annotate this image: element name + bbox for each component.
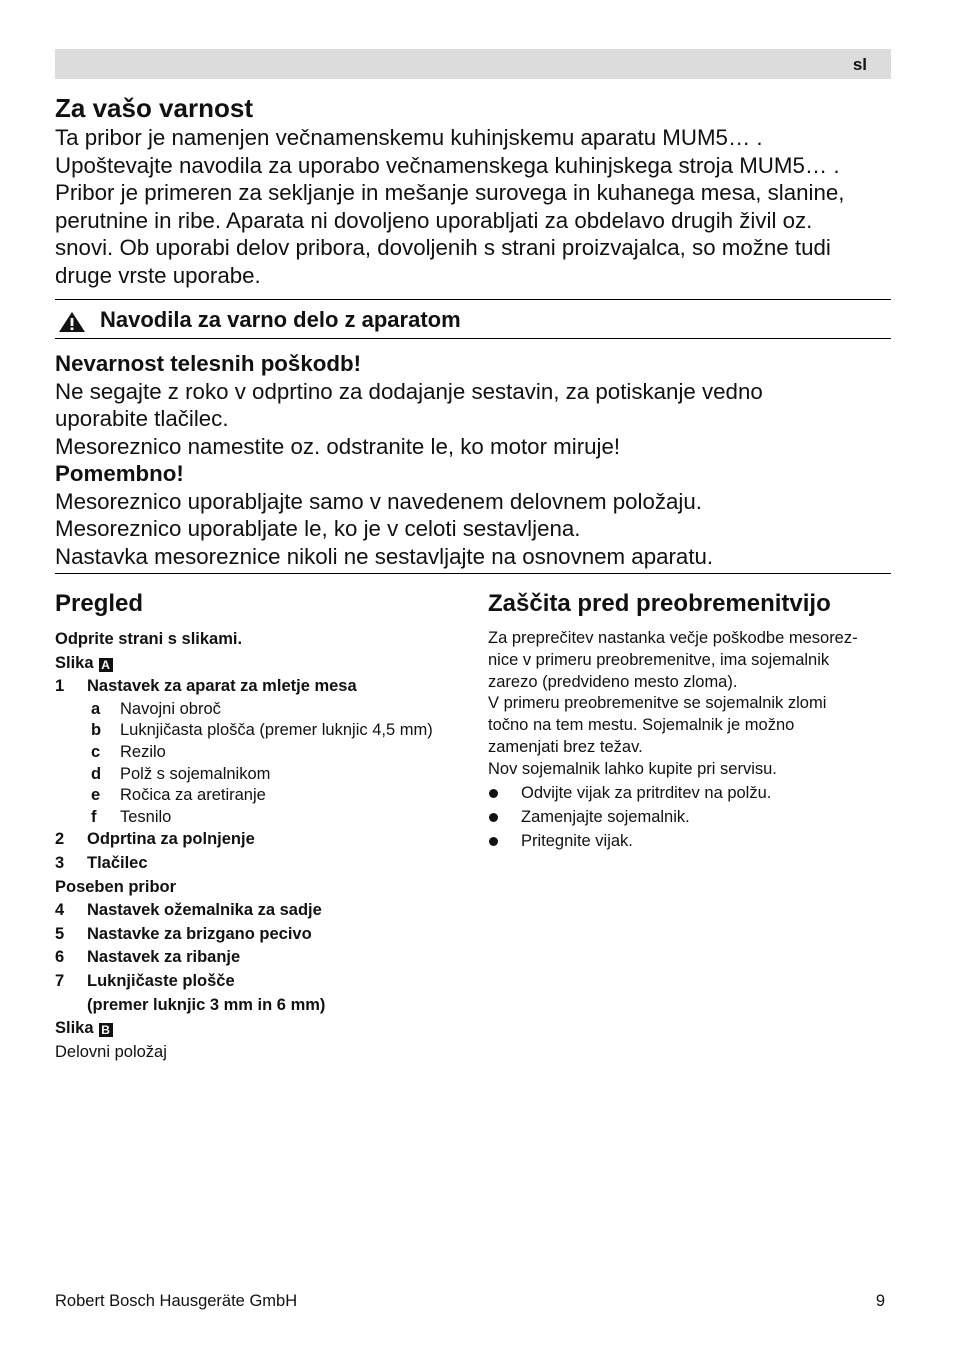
warning-header bbox=[55, 299, 891, 339]
important-line: Nastavka mesoreznice nikoli ne sestavljajte na osnovnem aparatu. bbox=[55, 543, 714, 569]
list-item bbox=[55, 970, 465, 994]
sub-item bbox=[55, 807, 465, 829]
figure-a-badge: A bbox=[99, 658, 113, 672]
figure-label-text: Slika bbox=[55, 653, 94, 672]
bullet-item bbox=[488, 805, 898, 829]
safety-title: Za vašo varnost bbox=[55, 93, 253, 123]
list-item bbox=[55, 899, 465, 923]
section-divider bbox=[55, 573, 891, 574]
sub-item bbox=[55, 742, 465, 764]
danger-section bbox=[55, 350, 891, 570]
list-item bbox=[55, 852, 465, 876]
item-number: 4 bbox=[55, 901, 65, 920]
item-number: 2 bbox=[55, 830, 65, 849]
sub-item-letter: c bbox=[91, 742, 101, 761]
open-pages-note: Odprite strani s slikami. bbox=[55, 630, 243, 648]
item-number: 5 bbox=[55, 924, 65, 943]
safety-line: perutnine in ribe. Aparata ni dovoljeno uporabljati za obdelavo drugih živil oz. bbox=[55, 207, 813, 233]
sub-item-label: Luknjičasta plošča (premer luknjic 4,5 mm) bbox=[120, 721, 433, 740]
overload-line: nice v primeru preobremenitve, ima sojemalnik bbox=[488, 650, 830, 669]
important-heading: Pomembno! bbox=[55, 461, 184, 486]
safety-text bbox=[55, 124, 891, 289]
danger-line: Mesoreznico namestite oz. odstranite le, ko motor miruje! bbox=[55, 433, 621, 459]
list-item bbox=[55, 923, 465, 947]
overload-line: Za preprečitev nastanka večje poškodbe mesorez- bbox=[488, 629, 858, 647]
important-line: Mesoreznico uporabljate le, ko je v celoti sestavljena. bbox=[55, 516, 581, 541]
item-number: 6 bbox=[55, 948, 65, 967]
item-label: Nastavke za brizgano pecivo bbox=[87, 924, 312, 943]
overload-line: V primeru preobremenitve se sojemalnik zlomi bbox=[488, 694, 827, 713]
overload-line: točno na tem mestu. Sojemalnik je možno bbox=[488, 716, 795, 735]
working-position-text: Delovni položaj bbox=[55, 1042, 167, 1061]
overview-section bbox=[55, 588, 465, 1064]
bullet-text: Zamenjajte sojemalnik. bbox=[521, 807, 690, 826]
sub-item-label: Polž s sojemalnikom bbox=[120, 764, 271, 783]
sub-item-label: Ročica za aretiranje bbox=[120, 786, 266, 805]
danger-line: uporabite tlačilec. bbox=[55, 406, 229, 431]
item-number: 7 bbox=[55, 971, 65, 990]
list-item bbox=[55, 675, 465, 699]
safety-line: druge vrste uporabe. bbox=[55, 262, 261, 288]
important-line: Mesoreznico uporabljajte samo v navedenem delovnem položaju. bbox=[55, 488, 702, 514]
item-label-continued: (premer luknjic 3 mm in 6 mm) bbox=[87, 995, 326, 1014]
list-item bbox=[55, 946, 465, 970]
bullet-dot-icon bbox=[489, 789, 498, 798]
item-label: Luknjičaste plošče bbox=[87, 971, 235, 990]
overload-line: zamenjati brez težav. bbox=[488, 737, 643, 756]
sub-item-letter: f bbox=[91, 807, 97, 826]
list-item-continuation bbox=[55, 994, 465, 1018]
item-label: Nastavek ožemalnika za sadje bbox=[87, 901, 322, 920]
bullet-dot-icon bbox=[489, 813, 498, 822]
overload-text bbox=[488, 628, 898, 781]
sub-item-letter: e bbox=[91, 786, 101, 805]
danger-heading: Nevarnost telesnih poškodb! bbox=[55, 351, 362, 376]
safety-line: snovi. Ob uporabi delov pribora, dovoljenih s strani proizvajalca, so možne tudi bbox=[55, 235, 831, 260]
sub-item-label: Rezilo bbox=[120, 742, 166, 761]
figure-b-label bbox=[55, 1017, 465, 1041]
figure-b-badge: B bbox=[99, 1023, 113, 1037]
safety-line: Upoštevajte navodila za uporabo večnamenskega kuhinjskega stroja MUM5… . bbox=[55, 152, 840, 178]
danger-text bbox=[55, 350, 891, 570]
language-bar bbox=[55, 49, 891, 79]
overload-line: zarezo (predvideno mesto zloma). bbox=[488, 672, 738, 691]
safety-line: Pribor je primeren za sekljanje in mešanje surovega in kuhanega mesa, slanine, bbox=[55, 180, 845, 205]
footer-company: Robert Bosch Hausgeräte GmbH bbox=[55, 1292, 298, 1310]
sub-item-letter: a bbox=[91, 699, 101, 718]
warning-triangle-icon bbox=[58, 311, 86, 333]
sub-item-label: Tesnilo bbox=[120, 807, 172, 826]
bullet-text: Odvijte vijak za pritrditev na polžu. bbox=[521, 783, 772, 802]
item-number: 3 bbox=[55, 853, 65, 872]
sub-item-letter: b bbox=[91, 721, 102, 740]
bullet-text: Pritegnite vijak. bbox=[521, 831, 633, 850]
sub-item-label: Navojni obroč bbox=[120, 699, 221, 718]
overload-line: Nov sojemalnik lahko kupite pri servisu. bbox=[488, 759, 777, 778]
figure-label-text: Slika bbox=[55, 1019, 94, 1038]
list-item bbox=[55, 828, 465, 852]
sub-item bbox=[55, 764, 465, 786]
page-number: 9 bbox=[875, 1292, 885, 1310]
item-number: 1 bbox=[55, 677, 65, 696]
item-label: Nastavek za ribanje bbox=[87, 948, 241, 967]
safety-section bbox=[55, 92, 891, 289]
bullet-item bbox=[488, 781, 898, 805]
bullet-dot-icon bbox=[489, 837, 498, 846]
language-code: sl bbox=[852, 55, 867, 74]
overload-title: Zaščita pred preobremenitvijo bbox=[488, 590, 831, 617]
item-label: Odprtina za polnjenje bbox=[87, 830, 255, 849]
sub-item bbox=[55, 785, 465, 807]
sub-item-letter: d bbox=[91, 764, 102, 783]
item-label: Tlačilec bbox=[87, 853, 148, 872]
warning-title: Navodila za varno delo z aparatom bbox=[100, 307, 461, 332]
sub-item bbox=[55, 699, 465, 721]
figure-a-label bbox=[55, 652, 465, 676]
bullet-item bbox=[488, 829, 898, 853]
item-label: Nastavek za aparat za mletje mesa bbox=[87, 677, 357, 696]
overload-section bbox=[488, 588, 898, 853]
sub-item bbox=[55, 720, 465, 742]
danger-line: Ne segajte z roko v odprtino za dodajanje sestavin, za potiskanje vedno bbox=[55, 378, 763, 404]
special-accessories-heading: Poseben pribor bbox=[55, 877, 177, 896]
safety-line: Ta pribor je namenjen večnamenskemu kuhinjskemu aparatu MUM5… . bbox=[55, 125, 763, 150]
overview-title: Pregled bbox=[55, 590, 144, 617]
